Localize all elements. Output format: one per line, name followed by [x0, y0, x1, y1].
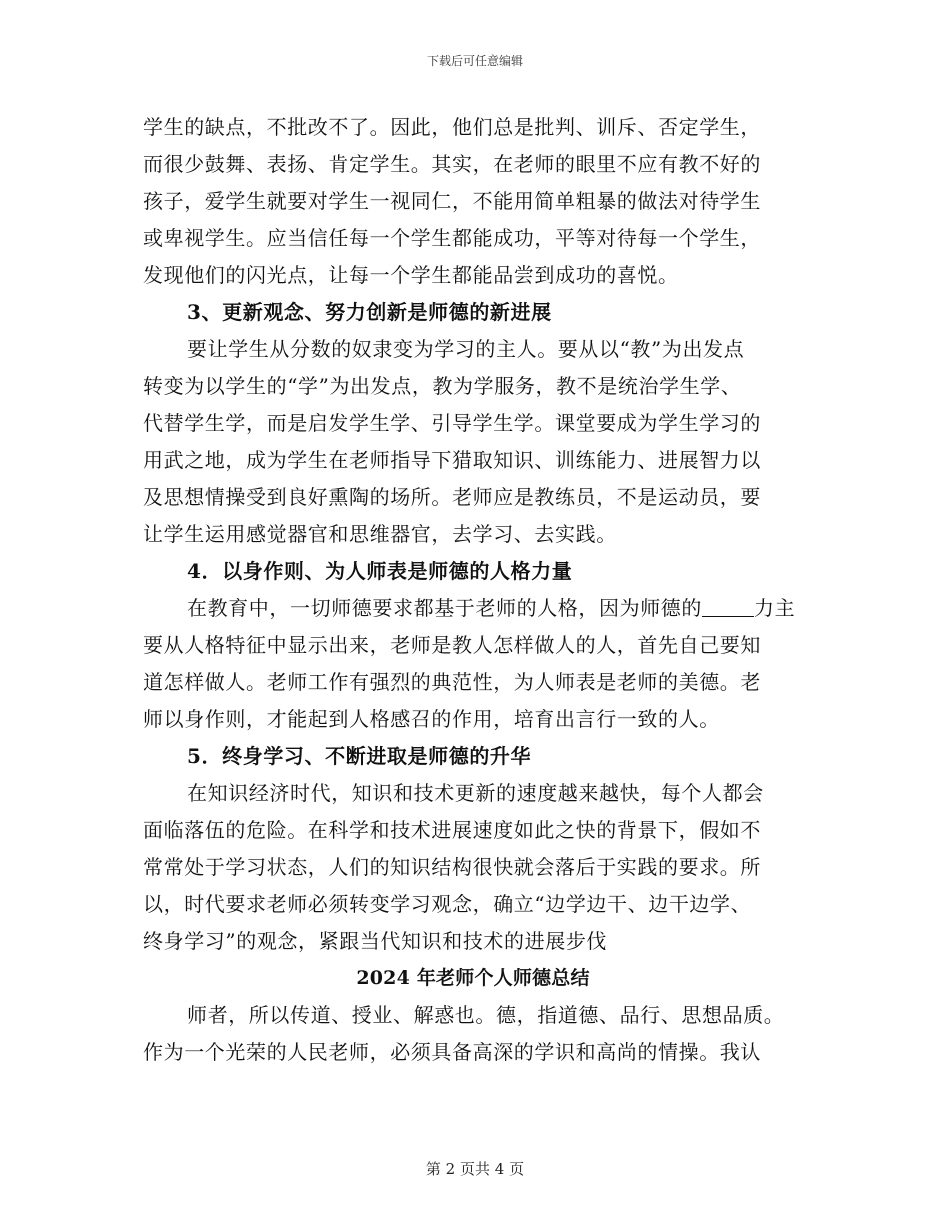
body-line: 代替学生学，而是启发学生学、引导学生学。课堂要成为学生学习的 — [143, 411, 761, 435]
page-footer: 第 2 页共 4 页 — [425, 1160, 525, 1178]
section-heading-3: 3、更新观念、努力创新是师德的新进展 — [187, 300, 552, 324]
body-line: 用武之地，成为学生在老师指导下猎取知识、训练能力、进展智力以 — [143, 448, 761, 472]
fill-in-blank — [702, 596, 754, 617]
body-line: 面临落伍的危险。在科学和技术进展速度如此之快的背景下，假如不 — [143, 818, 761, 842]
body-line: 发现他们的闪光点，让每一个学生都能品尝到成功的喜悦。 — [143, 263, 679, 287]
paragraph-first-line: 要让学生从分数的奴隶变为学习的主人。要从以“教”为出发点 — [187, 337, 745, 361]
section-heading-4: 4．以身作则、为人师表是师德的人格力量 — [187, 559, 573, 583]
body-line: 或卑视学生。应当信任每一个学生都能成功，平等对待每一个学生， — [143, 226, 761, 250]
line-text-before-blank: 在教育中，一切师德要求都基于老师的人格，因为师德的 — [187, 596, 702, 620]
article-title: 2024 年老师个人师德总结 — [356, 967, 590, 989]
body-line: 道怎样做人。老师工作有强烈的典范性，为人师表是老师的美德。老 — [143, 670, 761, 694]
body-line: 要从人格特征中显示出来，老师是教人怎样做人的人，首先自己要知 — [143, 633, 761, 657]
paragraph-first-line: 师者，所以传道、授业、解惑也。德，指道德、品行、思想品质。 — [187, 1003, 785, 1027]
body-line: 让学生运用感觉器官和思维器官，去学习、去实践。 — [143, 522, 617, 546]
body-line: 终身学习”的观念，紧跟当代知识和技术的进展步伐 — [143, 929, 608, 953]
section-heading-5: 5．终身学习、不断进取是师德的升华 — [187, 744, 532, 768]
body-line: 师以身作则，才能起到人格感召的作用，培育出言行一致的人。 — [143, 707, 720, 731]
body-line: 孩子，爱学生就要对学生一视同仁，不能用简单粗暴的做法对待学生 — [143, 189, 761, 213]
body-line: 学生的缺点，不批改不了。因此，他们总是批判、训斥、否定学生， — [143, 115, 761, 139]
body-line: 而很少鼓舞、表扬、肯定学生。其实，在老师的眼里不应有教不好的 — [143, 152, 761, 176]
body-line: 作为一个光荣的人民老师，必须具备高深的学识和高尚的情操。我认 — [143, 1040, 761, 1064]
body-line: 以，时代要求老师必须转变学习观念，确立“边学边干、边干边学、 — [143, 892, 752, 916]
body-line: 常常处于学习状态，人们的知识结构很快就会落后于实践的要求。所 — [143, 855, 761, 879]
body-line: 转变为以学生的“学”为出发点，教为学服务，教不是统治学生学、 — [143, 374, 742, 398]
line-text-after-blank: 力主 — [754, 596, 796, 620]
paragraph-first-line — [143, 590, 803, 627]
body-line: 及思想情操受到良好熏陶的场所。老师应是教练员，不是运动员，要 — [143, 485, 761, 509]
paragraph-first-line: 在知识经济时代，知识和技术更新的速度越来越快，每个人都会 — [187, 781, 764, 805]
document-body — [143, 109, 803, 1071]
page-header: 下载后可任意编辑 — [426, 54, 523, 68]
